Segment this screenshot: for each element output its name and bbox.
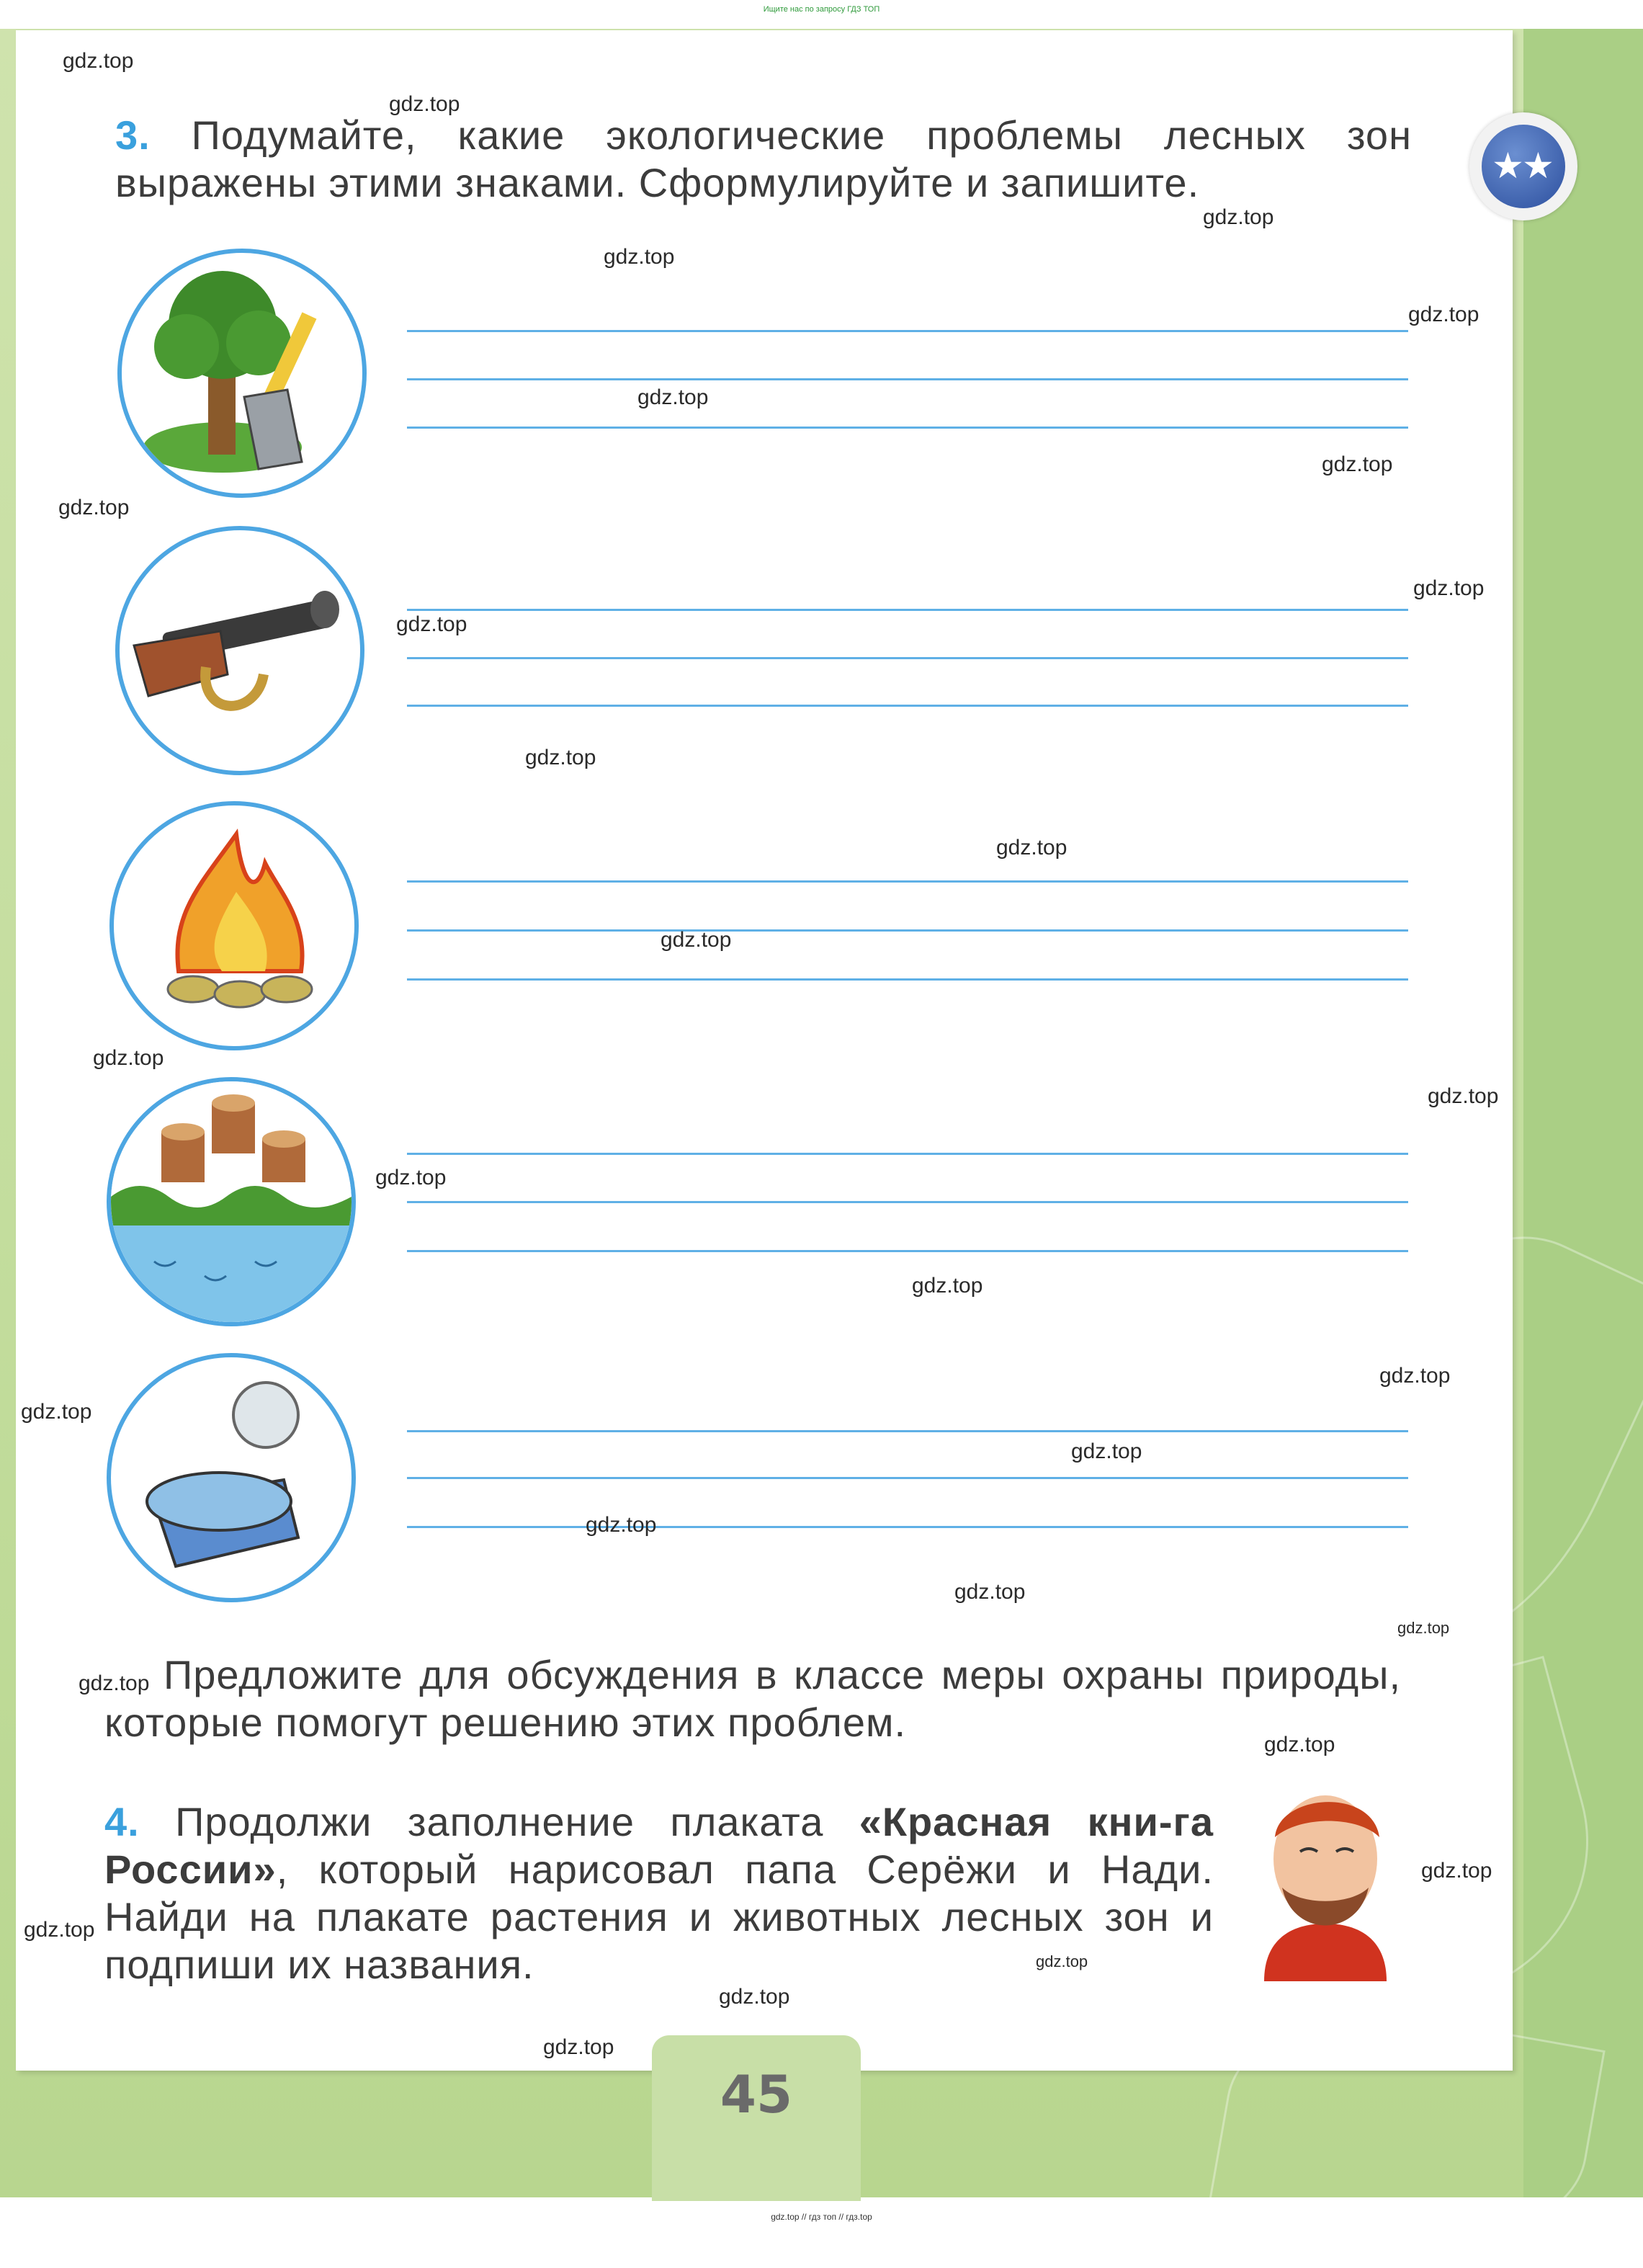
two-stars-icon: ★ ★ <box>1482 125 1565 208</box>
task-number: 3. <box>115 112 151 158</box>
watermark: gdz.top <box>604 245 675 269</box>
watermark: gdz.top <box>1379 1364 1451 1388</box>
father-character-icon <box>1250 1780 1401 1988</box>
answer-line[interactable] <box>407 427 1408 429</box>
watermark: gdz.top <box>525 746 596 769</box>
answer-line[interactable] <box>407 1250 1408 1252</box>
watermark: gdz.top <box>24 1918 95 1942</box>
watermark: gdz.top <box>93 1046 164 1070</box>
watermark: gdz.top <box>1428 1084 1499 1108</box>
watermark: gdz.top <box>719 1985 790 2009</box>
watermark: gdz.top <box>637 385 709 409</box>
watermark: gdz.top <box>1421 1859 1492 1883</box>
watermark: gdz.top <box>1036 1952 1088 1970</box>
watermark: gdz.top <box>1071 1439 1142 1463</box>
hunting-gun-icon <box>120 530 360 771</box>
answer-line[interactable] <box>407 880 1408 883</box>
task-instruction-start: Продолжи заполнение плаката <box>175 1799 859 1844</box>
task-instruction: Подумайте, какие экологические проблемы лесных зон выражены этими знаками. Сформулируйте и запишите. <box>115 112 1413 205</box>
watermark: gdz.top <box>63 49 134 73</box>
watermark: gdz.top <box>21 1400 92 1424</box>
answer-line[interactable] <box>407 1153 1408 1155</box>
difficulty-badge <box>1469 112 1577 220</box>
answer-line[interactable] <box>407 1526 1408 1528</box>
open-tin-can-icon <box>111 1357 352 1598</box>
watermark: gdz.top <box>543 2035 614 2059</box>
watermark: gdz.top <box>79 1671 150 1695</box>
answer-line[interactable] <box>407 609 1408 611</box>
discussion-text: Предложите для обсуждения в классе меры охраны природы, которые помогут решению этих проблем. <box>104 1652 1401 1745</box>
watermark: gdz.top <box>1413 576 1485 600</box>
sign-circle <box>109 801 359 1050</box>
watermark: gdz.top <box>389 92 460 116</box>
answer-line[interactable] <box>407 1201 1408 1203</box>
watermark: gdz.top <box>396 612 467 636</box>
watermark: gdz.top <box>661 928 732 952</box>
watermark: gdz.top <box>954 1580 1026 1604</box>
answer-line[interactable] <box>407 705 1408 707</box>
top-banner: Ищите нас по запросу ГДЗ ТОП <box>763 5 880 14</box>
answer-line[interactable] <box>407 929 1408 932</box>
watermark: gdz.top <box>1408 303 1479 326</box>
answer-line[interactable] <box>407 1477 1408 1479</box>
watermark: gdz.top <box>1264 1733 1335 1756</box>
answer-line[interactable] <box>407 1430 1408 1432</box>
sign-circle <box>117 249 367 498</box>
watermark: gdz.top <box>912 1274 983 1298</box>
answer-line[interactable] <box>407 978 1408 981</box>
poster-title: «Красная кни-га России» <box>104 1799 1214 1892</box>
watermark: gdz.top <box>586 1513 657 1537</box>
watermark: gdz.top <box>58 496 130 519</box>
watermark: gdz.top <box>1322 452 1393 476</box>
answer-line[interactable] <box>407 330 1408 332</box>
answer-line[interactable] <box>407 657 1408 659</box>
page-number: 45 <box>720 2064 793 2125</box>
sign-circle <box>107 1353 356 1602</box>
tree-and-axe-icon <box>122 253 362 494</box>
watermark: gdz.top <box>996 836 1067 860</box>
answer-line[interactable] <box>407 378 1408 380</box>
sign-circle <box>115 526 364 775</box>
task-instruction-end: , который нарисовал папа Серёжи и Нади. Найди на плакате растения и животных лесных зон и подпиши их названия. <box>104 1847 1214 1987</box>
watermark: gdz.top <box>1203 205 1274 229</box>
tree-stumps-water-icon <box>111 1081 352 1322</box>
watermark: gdz.top <box>1397 1619 1450 1637</box>
watermark: gdz.top <box>375 1166 447 1189</box>
footer-watermark: gdz.top // гдз топ // гдз.top <box>771 2212 872 2222</box>
sign-circle <box>107 1077 356 1326</box>
task-number: 4. <box>104 1799 140 1844</box>
campfire-icon <box>114 805 354 1046</box>
task-3-text <box>115 112 1412 207</box>
